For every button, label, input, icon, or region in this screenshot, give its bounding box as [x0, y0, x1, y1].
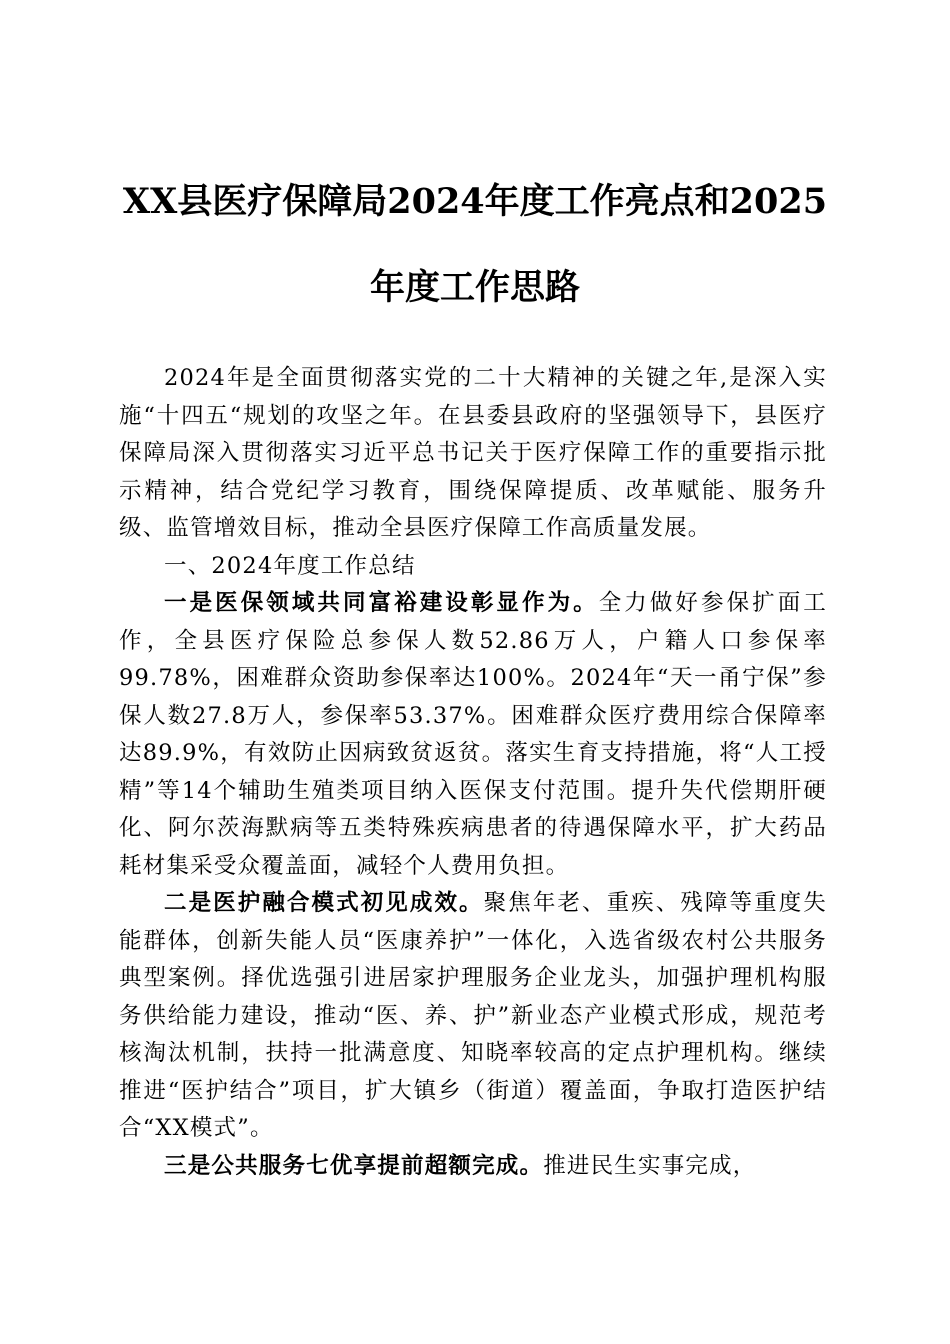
item-3-text: 推进民生实事完成， [543, 1152, 757, 1179]
intro-paragraph: 2024年是全面贯彻落实党的二十大精神的关键之年,是深入实施“十四五“规划的攻坚之年。在县委县政府的坚强领导下，县医疗保障局深入贯彻落实习近平总书记关于医疗保障工作的重要指示批示精神，结合党纪学习教育，围绕保障提质、改革赋能、服务升级、监管增效目标，推动全县医疗保障工作高质量发展。 [119, 365, 827, 541]
document-body [119, 360, 827, 1185]
item-3-paragraph [119, 1148, 827, 1186]
item-2-paragraph [119, 885, 827, 1148]
item-2-text: 聚焦年老、重疾、残障等重度失能群体，创新失能人员“医康养护”一体化，入选省级农村公共服务典型案例。择优选强引进居家护理服务企业龙头，加强护理机构服务供给能力建设，推动“医、养、护”新业态产业模式形成，规范考核淘汰机制，扶持一批满意度、知晓率较高的定点护理机构。继续推进“医护结合”项目，扩大镇乡（街道）覆盖面，争取打造医护结合“XX模式”。 [119, 890, 827, 1141]
section-heading-work-summary: 一、2024年度工作总结 [164, 552, 416, 579]
item-1-paragraph [119, 585, 827, 885]
item-1-lead: 一是医保领域共同富裕建设彰显作为。 [164, 590, 599, 616]
document-title-line-2: 年度工作思路 [369, 267, 580, 308]
item-3-lead: 三是公共服务七优享提前超额完成。 [164, 1152, 544, 1179]
item-1-text: 全力做好参保扩面工作，全县医疗保险总参保人数52.86万人，户籍人口参保率99.78%，困难群众资助参保率达100%。2024年“天一甬宁保”参保人数27.8万人，参保率53.37%。困难群众医疗费用综合保障率达89.9%，有效防止因病致贫返贫。落实生育支持措施，将“人工授精”等14个辅助生殖类项目纳入医保支付范围。提升失代偿期肝硬化、阿尔茨海默病等五类特殊疾病患者的待遇保障水平，扩大药品耗材集采受众覆盖面，减轻个人费用负担。 [119, 590, 827, 879]
document-title-line-1: XX县医疗保障局2024年度工作亮点和2025 [122, 181, 828, 222]
item-2-lead: 二是医护融合模式初见成效。 [164, 890, 484, 916]
